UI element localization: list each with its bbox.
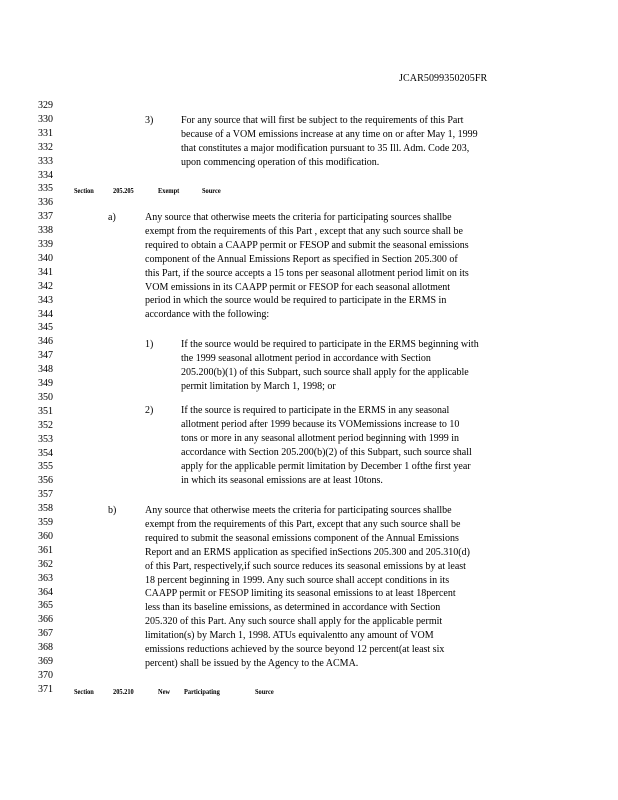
line-number: 337 <box>38 211 53 223</box>
line-number: 334 <box>38 169 53 181</box>
line-number: 355 <box>38 461 53 473</box>
line-number: 349 <box>38 378 53 389</box>
line-number: 352 <box>38 419 53 431</box>
item-3-label: 3) <box>145 115 154 126</box>
text-line: Any source that otherwise meets the criteria for participating sources shallbe <box>145 212 452 223</box>
text-line: 18 percent beginning in 1999. Any such source shall accept conditions in its <box>145 574 450 586</box>
text-line: Any source that otherwise meets the criteria for participating sources shallbe <box>145 505 452 516</box>
text-line: If the source is required to participate in the ERMS in any seasonal <box>181 405 450 416</box>
text-line: limitation(s) by March 1, 1998. ATUs equivalentto any amount of VOM <box>145 630 434 642</box>
line-number: 333 <box>38 155 53 167</box>
line-number: 365 <box>38 600 53 612</box>
line-number: 350 <box>38 391 53 403</box>
text-line: permit limitation by March 1, 1998; or <box>181 380 336 392</box>
line-number: 366 <box>38 614 53 626</box>
section-title-exempt: Exempt <box>158 186 180 195</box>
line-number: 342 <box>38 280 53 292</box>
text-line: less than its baseline emissions, as determined in accordance with Section <box>145 602 441 614</box>
section-word: Section <box>74 687 94 696</box>
text-line: component of the Annual Emissions Report as specified in Section 205.300 of <box>145 253 458 265</box>
text-line: period in which the source would be required to participate in the ERMS in <box>145 295 447 307</box>
line-number: 343 <box>38 294 53 306</box>
text-line: exempt from the requirements of this Part, except that any such source shall be <box>145 518 461 530</box>
text-line: the 1999 seasonal allotment period in accordance with Section <box>181 352 431 364</box>
line-number: 371 <box>38 683 53 695</box>
text-line: required to obtain a CAAPP permit or FESOP and submit the seasonal emissions <box>145 239 469 251</box>
line-number: 356 <box>38 475 53 487</box>
para-a-label: a) <box>108 212 116 223</box>
line-number: 341 <box>38 266 53 278</box>
text-line: apply for the applicable permit limitation by December 1 ofthe first year <box>181 460 471 472</box>
text-line: in which its seasonal emissions are at least 10tons. <box>181 474 383 486</box>
line-number: 370 <box>38 669 53 681</box>
line-number: 332 <box>38 141 53 153</box>
section-word: Section <box>74 186 94 195</box>
section-title-source: Source <box>202 186 221 195</box>
sub-a1-label: 1) <box>145 339 154 350</box>
text-line: emissions reductions achieved by the source beyond 12 percent(at least six <box>145 644 445 655</box>
line-number: 361 <box>38 544 53 556</box>
line-number: 369 <box>38 656 53 667</box>
line-number: 338 <box>38 225 53 237</box>
text-line: 205.320 of this Part. Any such source shall apply for the applicable permit <box>145 616 443 628</box>
text-line: that constitutes a major modification pursuant to 35 Ill. Adm. Code 203, <box>181 142 470 154</box>
text-line: CAAPP permit or FESOP limiting its seasonal emissions to at least 18percent <box>145 588 456 600</box>
section-number: 205.205 <box>113 186 134 195</box>
line-number: 335 <box>38 183 53 195</box>
document-header-id: JCAR5099350205FR <box>399 73 488 84</box>
text-line: required to submit the seasonal emissions component of the Annual Emissions <box>145 532 459 544</box>
text-line: exempt from the requirements of this Part , except that any such source shall be <box>145 225 463 237</box>
line-number: 357 <box>38 489 53 501</box>
line-number: 336 <box>38 197 53 209</box>
text-line: allotment period after 1999 because its VOMemissions increase to 10 <box>181 418 460 430</box>
line-number: 330 <box>38 113 53 125</box>
line-number: 359 <box>38 517 53 528</box>
line-number: 358 <box>38 503 53 515</box>
text-line: this Part, if the source accepts a 15 tons per seasonal allotment period limit on its <box>145 267 469 279</box>
line-number: 360 <box>38 530 53 542</box>
text-line: If the source would be required to participate in the ERMS beginning with <box>181 339 479 350</box>
line-number: 354 <box>38 447 53 459</box>
text-line: of this Part, respectively,if such source reduces its seasonal emissions by at least <box>145 560 466 572</box>
line-number: 367 <box>38 628 53 640</box>
line-number: 368 <box>38 642 53 654</box>
section-number: 205.210 <box>113 687 134 696</box>
text-line: tons or more in any seasonal allotment period beginning with 1999 in <box>181 432 460 444</box>
line-number: 351 <box>38 405 53 417</box>
text-line: For any source that will first be subject to the requirements of this Part <box>181 115 464 126</box>
text-line: 205.200(b)(1) of this Subpart, such source shall apply for the applicable <box>181 366 469 378</box>
para-b-label: b) <box>108 505 117 516</box>
line-number: 347 <box>38 350 53 362</box>
sub-a2-label: 2) <box>145 405 154 416</box>
line-number: 362 <box>38 558 53 570</box>
line-number: 346 <box>38 336 53 348</box>
text-line: accordance with Section 205.200(b)(2) of this Subpart, such source shall <box>181 446 472 458</box>
section-title-new: New <box>158 687 171 696</box>
text-line: Report and an ERMS application as specified inSections 205.300 and 205.310(d) <box>145 546 470 558</box>
line-number: 364 <box>38 586 53 598</box>
text-line: because of a VOM emissions increase at any time on or after May 1, 1999 <box>181 128 478 140</box>
line-number: 344 <box>38 308 53 320</box>
line-number: 363 <box>38 572 53 584</box>
text-line: upon commencing operation of this modification. <box>181 156 380 168</box>
line-number: 353 <box>38 433 53 445</box>
line-number: 345 <box>38 322 53 334</box>
line-number: 329 <box>38 100 53 111</box>
line-number: 339 <box>38 239 53 250</box>
line-number: 340 <box>38 252 53 264</box>
line-number: 348 <box>38 364 53 376</box>
section-title-participating: Participating <box>184 687 220 696</box>
section-title-source: Source <box>255 687 274 696</box>
text-line: percent) shall be issued by the Agency to the ACMA. <box>145 657 359 669</box>
text-line: VOM emissions in its CAAPP permit or FESOP for each seasonal allotment <box>145 281 451 293</box>
text-line: accordance with the following: <box>145 309 270 321</box>
line-number: 331 <box>38 127 53 139</box>
